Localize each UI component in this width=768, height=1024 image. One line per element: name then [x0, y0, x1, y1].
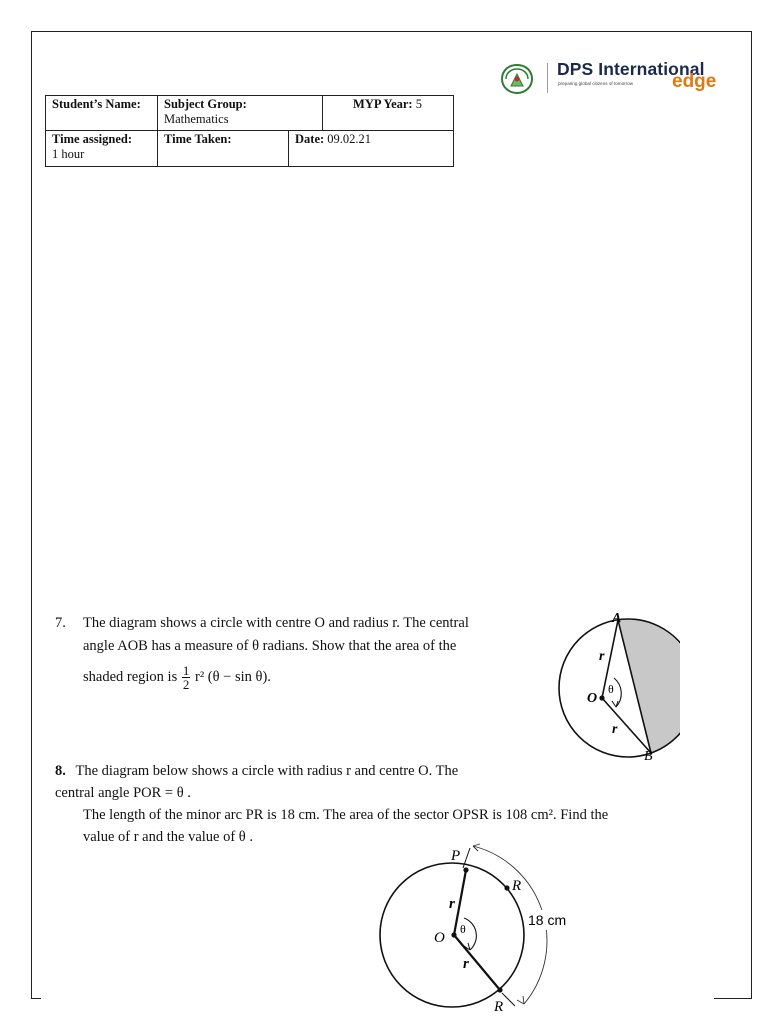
q8-line-2: central angle POR = θ .: [55, 785, 191, 801]
q7-circle-diagram: [530, 608, 680, 763]
q8-label-r-lower: r: [463, 956, 469, 972]
q8-circle-diagram: [370, 838, 600, 1024]
q7-line-3-post: r² (θ − sin θ).: [194, 668, 271, 685]
subject-group-cell: [158, 96, 323, 131]
q8-label-p: P: [451, 848, 461, 864]
logo-title: DPS International: [557, 59, 705, 79]
q8-label-o: O: [434, 930, 445, 946]
logo-separator: [547, 63, 548, 93]
q7-centre-point: [599, 695, 604, 700]
q8-point-p: [463, 867, 468, 872]
logo-tagline: preparing global citizens of tomorrow: [558, 81, 634, 86]
q7-line-3: [83, 664, 271, 691]
q7-number: 7.: [55, 615, 66, 631]
q8-label-theta: θ: [460, 922, 466, 936]
page-border-foot-right: [714, 998, 752, 999]
subject-group-label: Subject Group:: [164, 97, 247, 111]
q7-fraction: [182, 664, 191, 691]
school-crest-icon: [497, 62, 537, 96]
q8-label-arc-length: 18 cm: [528, 912, 567, 928]
q7-label-a: A: [612, 611, 622, 626]
logo-edge: edge: [672, 71, 717, 92]
q8-line-1: [55, 760, 458, 783]
q8-tick-r: [502, 993, 515, 1006]
q8-label-r-mid: R: [512, 878, 522, 894]
subject-group-value: Mathematics: [164, 112, 229, 126]
q8-centre-point: [451, 932, 456, 937]
q7-fraction-numerator: 1: [182, 663, 190, 678]
q7-line-2: angle AOB has a measure of θ radians. Show that the area of the: [83, 638, 457, 654]
q7-label-b: B: [644, 749, 653, 763]
q8-line-4: value of r and the value of θ .: [83, 829, 254, 845]
time-assigned-cell: [46, 131, 158, 167]
q7-line-1: The diagram shows a circle with centre O and radius r. The central: [83, 615, 469, 631]
q7-shaded-segment: [618, 619, 680, 753]
date-value: 09.02.21: [327, 132, 372, 146]
q8-line-3: The length of the minor arc PR is 18 cm. The area of the sector OPSR is 108 cm². Find the: [83, 807, 609, 823]
student-info-table: [45, 95, 454, 167]
myp-year-label: MYP Year:: [353, 97, 413, 111]
q8-number: 8.: [55, 763, 66, 779]
date-label: Date:: [295, 132, 325, 146]
q7-fraction-denominator: 2: [182, 677, 190, 692]
time-assigned-value: 1 hour: [52, 147, 85, 161]
q7-label-o: O: [587, 691, 598, 706]
q8-label-r-top: r: [449, 896, 455, 912]
q7-label-theta: θ: [608, 682, 614, 696]
q8-point-r: [497, 987, 502, 992]
q8-dimension-arrow-bottom: [517, 996, 524, 1004]
myp-year-value: 5: [415, 97, 422, 111]
page-border-foot-left: [31, 998, 41, 999]
time-taken-label: Time Taken:: [158, 131, 289, 167]
time-assigned-label: Time assigned:: [52, 132, 132, 146]
q7-label-r-top: r: [599, 649, 605, 664]
q8-angle-arc: [464, 918, 476, 950]
myp-year-cell: [323, 96, 454, 131]
student-name-label: Student’s Name:: [46, 96, 158, 131]
q7-line-3-pre: shaded region is: [83, 668, 178, 685]
q8-radius-or: [454, 935, 500, 990]
q7-label-r-bottom: r: [612, 722, 618, 737]
date-cell: [289, 131, 454, 167]
q8-label-r-bottom: R: [494, 999, 504, 1015]
q8-line-1-text: The diagram below shows a circle with radius r and centre O. The: [75, 763, 459, 779]
q8-point-r-mid: [504, 885, 509, 890]
